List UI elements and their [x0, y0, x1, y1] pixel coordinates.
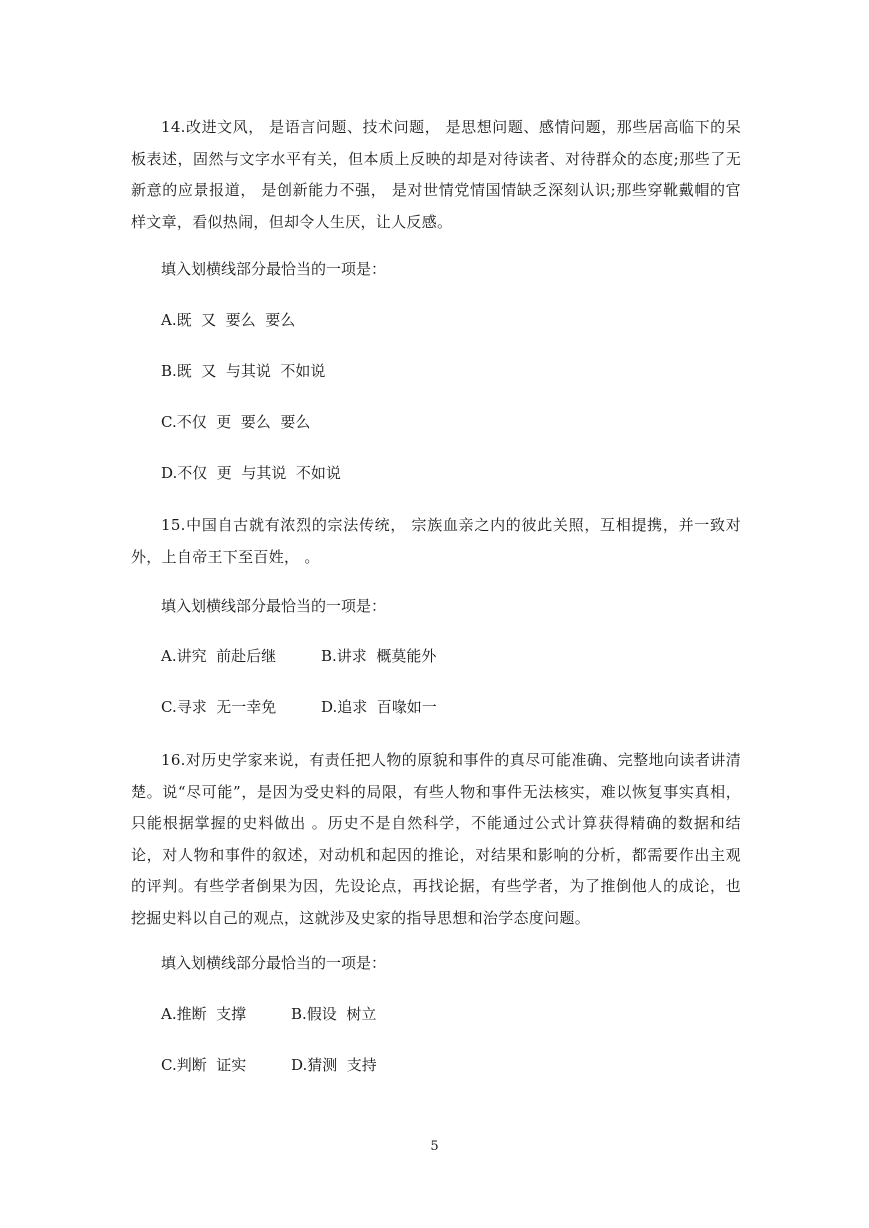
- question-16-option-d: D.猜测 支持: [291, 1056, 377, 1074]
- question-15-option-b: B.讲求 概莫能外: [321, 647, 437, 665]
- question-14-option-a: A.既 又 要么 要么: [161, 311, 296, 329]
- question-16-prompt: 填入划横线部分最恰当的一项是：: [161, 954, 387, 972]
- question-16-options-row-2: [161, 1055, 377, 1075]
- question-16-stem: 16.对历史学家来说，有责任把人物的原貌和事件的真尽可能准确、完整地向读者讲清楚。说“尽可能”，是因为受史料的局限，有些人物和事件无法核实，难以恢复事实真相，只能根据掌握的史料做出 。历史不是自然科学，不能通过公式计算获得精确的数据和结论，对人物和事件的叙述，对动机和起因的推论，对结果和影响的分析，都需要作出主观的评判。有些学者倒果为因，先设论点，再找论据，有些学者，为了推倒他人的成论，也挖掘史料以自己的观点，这就涉及史家的指导思想和治学态度问题。: [131, 751, 741, 927]
- question-15-stem: 15.中国自古就有浓烈的宗法传统， 宗族血亲之内的彼此关照，互相提携，并一致对外，上自帝王下至百姓， 。: [131, 516, 741, 566]
- question-15-prompt: 填入划横线部分最恰当的一项是：: [161, 597, 387, 615]
- question-14-option-c: C.不仅 更 要么 要么: [161, 413, 311, 431]
- question-16-option-b: B.假设 树立: [291, 1005, 377, 1023]
- question-14-option-d: D.不仅 更 与其说 不如说: [161, 464, 341, 482]
- question-16-options-row-1: [161, 1004, 377, 1024]
- page-number: 5: [430, 1139, 439, 1154]
- question-15-option-a: A.讲究 前赴后继: [161, 647, 277, 665]
- question-14-prompt: 填入划横线部分最恰当的一项是：: [161, 260, 387, 278]
- question-14-option-b: B.既 又 与其说 不如说: [161, 362, 326, 380]
- question-15-option-c: C.寻求 无一幸免: [161, 698, 277, 716]
- question-15-options-row-1: [161, 646, 437, 666]
- question-16-option-a: A.推断 支撑: [161, 1005, 247, 1023]
- question-15-option-d: D.追求 百喙如一: [321, 698, 437, 716]
- question-16-option-c: C.判断 证实: [161, 1056, 247, 1074]
- question-15-options-row-2: [161, 697, 437, 717]
- question-14-stem: 14.改进文风， 是语言问题、技术问题， 是思想问题、感情问题，那些居高临下的呆板表述，固然与文字水平有关，但本质上反映的却是对待读者、对待群众的态度;那些了无新意的应景报道， 是创新能力不强， 是对世情党情国情缺乏深刻认识;那些穿靴戴帽的官样文章，看似热闹，但却令人生厌，让人反感。: [131, 118, 741, 231]
